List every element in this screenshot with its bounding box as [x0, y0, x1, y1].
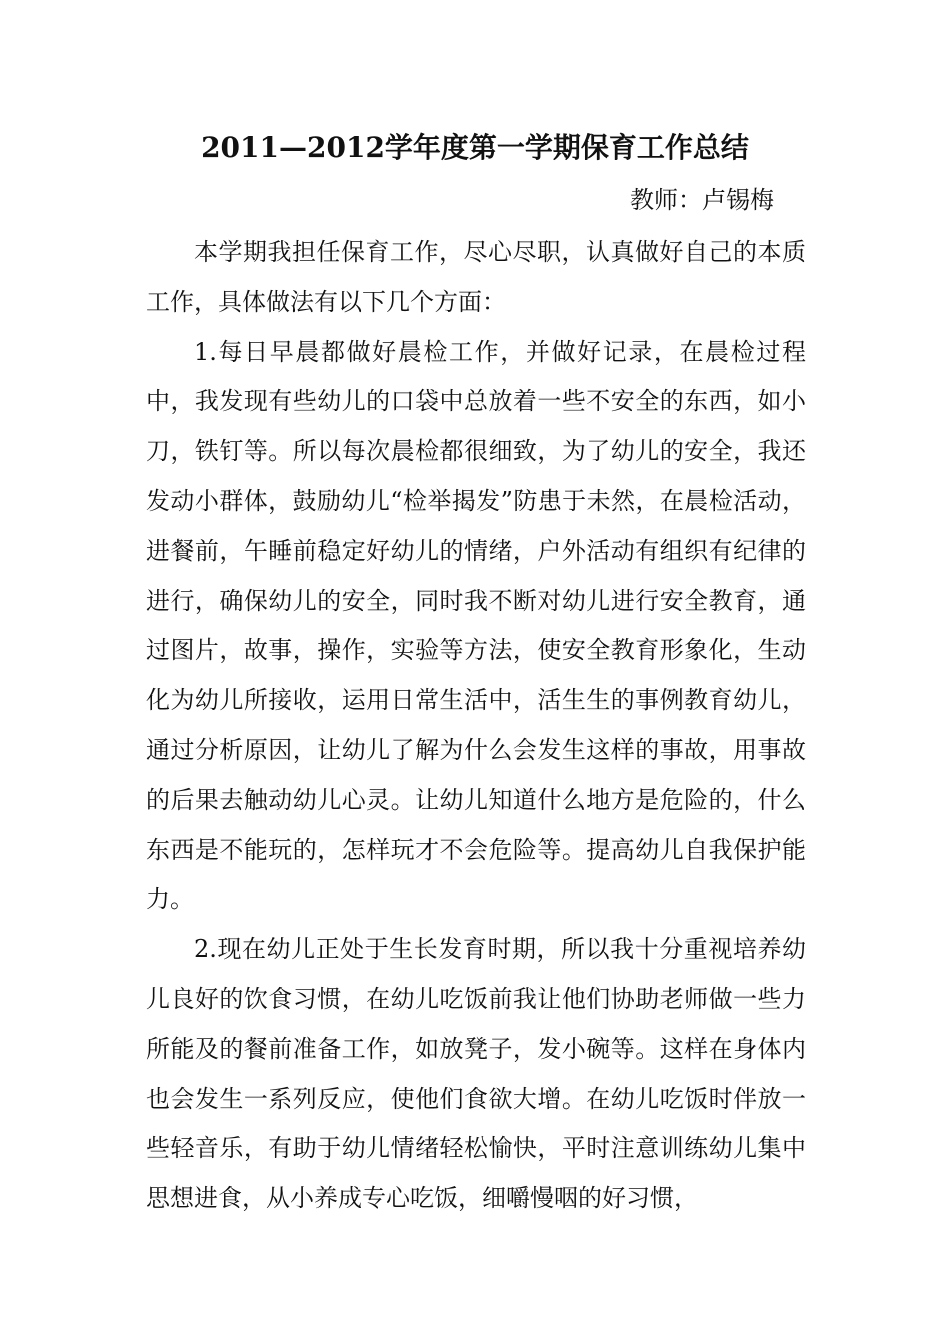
paragraph-2: 2.现在幼儿正处于生长发育时期，所以我十分重视培养幼儿良好的饮食习惯，在幼儿吃饭前我让他们协助老师做一些力所能及的餐前准备工作，如放凳子，发小碗等。这样在身体内也会发生一系列反应，使他们食欲大增。在幼儿吃饭时伴放一些轻音乐，有助于幼儿情绪轻松愉快，平时注意训练幼儿集中思想进食，从小养成专心吃饭，细嚼慢咽的好习惯， [146, 935, 806, 1213]
document-body [146, 228, 806, 1224]
document-title: 2011—2012学年度第一学期保育工作总结 [201, 131, 749, 164]
author-line: 教师：卢锡梅 [630, 186, 774, 214]
paragraph-1: 1.每日早晨都做好晨检工作，并做好记录，在晨检过程中，我发现有些幼儿的口袋中总放着一些不安全的东西，如小刀，铁钉等。所以每次晨检都很细致，为了幼儿的安全，我还发动小群体，鼓励幼儿“检举揭发”防患于未然，在晨检活动，进餐前，午睡前稳定好幼儿的情绪，户外活动有组织有纪律的进行，确保幼儿的安全，同时我不断对幼儿进行安全教育，通过图片，故事，操作，实验等方法，使安全教育形象化，生动化为幼儿所接收，运用日常生活中，活生生的事例教育幼儿，通过分析原因，让幼儿了解为什么会发生这样的事故，用事故的后果去触动幼儿心灵。让幼儿知道什么地方是危险的，什么东西是不能玩的，怎样玩才不会危险等。提高幼儿自我保护能力。 [146, 337, 806, 914]
paragraph-intro: 本学期我担任保育工作，尽心尽职，认真做好自己的本质工作，具体做法有以下几个方面： [146, 238, 806, 316]
